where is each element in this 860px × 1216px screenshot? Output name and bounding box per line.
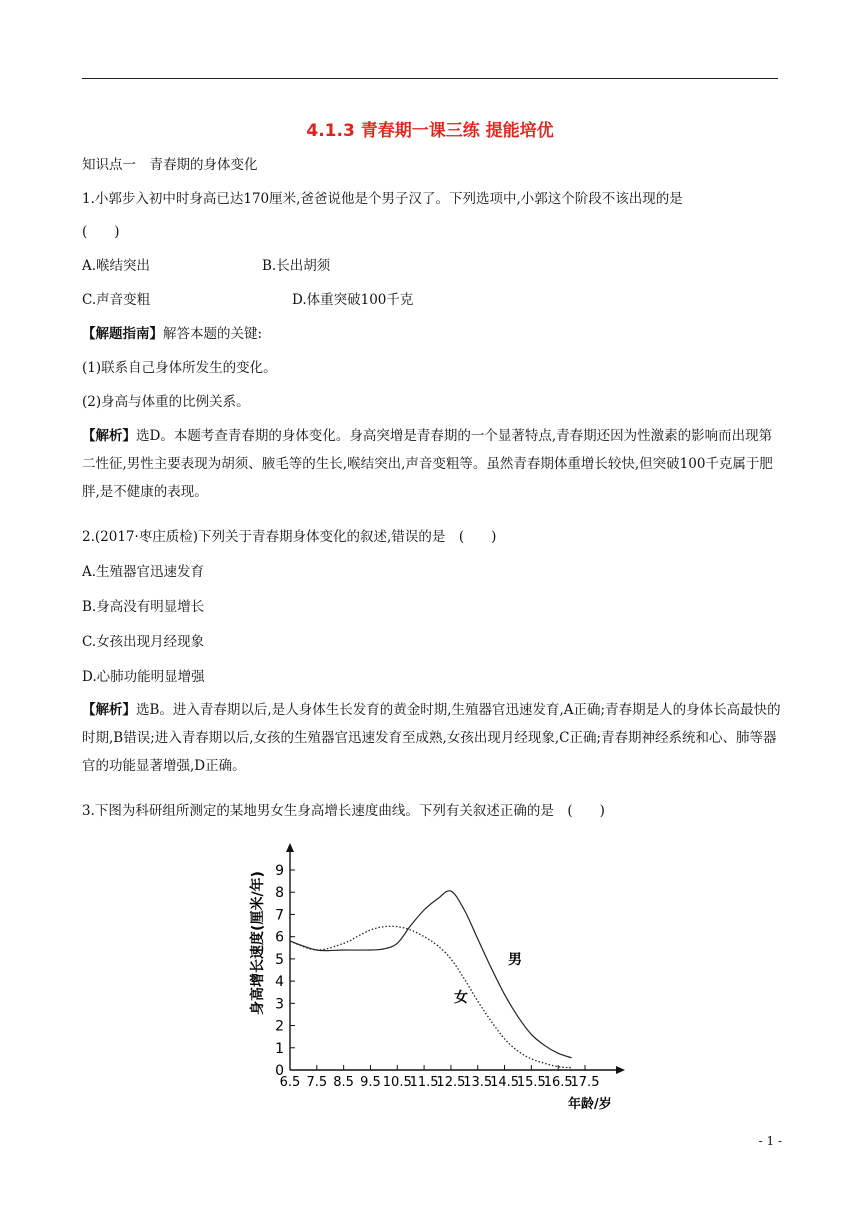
chart-series (290, 891, 572, 1068)
q2-option-a: A.生殖器官迅速发育 (82, 564, 205, 580)
y-tick-label: 8 (275, 885, 284, 902)
guide-text: 解答本题的关键: (163, 326, 263, 342)
x-tick-label: 13.5 (463, 1075, 493, 1090)
q1-option-b: B.长出胡须 (262, 258, 331, 274)
y-tick-label: 6 (275, 929, 284, 946)
analysis-label: 【解析】 (82, 702, 136, 718)
y-tick-label: 9 (275, 863, 284, 879)
x-tick-label: 16.5 (543, 1075, 573, 1090)
series-label-male: 男 (508, 952, 522, 968)
x-axis-label: 年龄/岁 (568, 1097, 612, 1112)
y-tick-label: 0 (275, 1063, 284, 1079)
q1-option-c: C.声音变粗 (82, 292, 151, 308)
q1-option-d: D.体重突破100千克 (292, 292, 414, 308)
q1-paren: ( ) (82, 224, 120, 240)
x-tick-label: 11.5 (409, 1075, 439, 1090)
q1-analysis (82, 422, 782, 506)
analysis-text: 选B。进入青春期以后,是人身体生长发育的黄金时期,生殖器官迅速发育,A正确;青春期是人的身体长高最快的时期,B错误;进入青春期以后,女孩的生殖器官迅速发育至成熟,女孩出现月经现象,C正确;青春期神经系统和心、肺等器官的功能显著增强,D正确。 (82, 702, 781, 774)
q2-stem: 2.(2017·枣庄质检)下列关于青春期身体变化的叙述,错误的是 ( ) (82, 529, 497, 545)
y-tick-label: 2 (275, 1018, 284, 1035)
chart-axes (286, 843, 625, 1074)
y-axis-arrow (286, 843, 294, 852)
q2-analysis (82, 696, 782, 780)
q1-option-a: A.喉结突出 (82, 258, 151, 274)
series-label-female: 女 (454, 990, 468, 1006)
q1-guide (82, 324, 262, 344)
x-tick-label: 17.5 (570, 1075, 600, 1090)
y-ticks (275, 863, 295, 1079)
x-tick-label: 9.5 (360, 1075, 381, 1090)
x-tick-label: 14.5 (490, 1075, 520, 1090)
x-ticks (280, 1065, 600, 1090)
q1-guide-item-1: (1)联系自己身体所发生的变化。 (82, 360, 277, 376)
female-series-line (290, 926, 572, 1068)
x-tick-label: 15.5 (516, 1075, 546, 1090)
x-axis-arrow (616, 1066, 625, 1074)
section-heading: 知识点一 青春期的身体变化 (82, 157, 258, 173)
analysis-text: 选D。本题考查青春期的身体变化。身高突增是青春期的一个显著特点,青春期还因为性激素的影响而出现第二性征,男性主要表现为胡须、腋毛等的生长,喉结突出,声音变粗等。虽然青春期体重增长较快,但突破100千克属于肥胖,是不健康的表现。 (82, 428, 773, 500)
y-axis-label: 身高增长速度(厘米/年) (250, 871, 266, 1015)
q2-option-c: C.女孩出现月经现象 (82, 634, 205, 650)
x-tick-label: 12.5 (436, 1075, 466, 1090)
q3-stem: 3.下图为科研组所测定的某地男女生身高增长速度曲线。下列有关叙述正确的是 ( ) (82, 803, 605, 819)
q2-option-b: B.身高没有明显增长 (82, 599, 205, 615)
y-tick-label: 3 (275, 996, 284, 1013)
x-tick-label: 8.5 (333, 1075, 354, 1090)
y-tick-label: 7 (275, 907, 284, 924)
male-series-line (290, 891, 572, 1058)
q1-guide-item-2: (2)身高与体重的比例关系。 (82, 394, 250, 410)
header-rule (82, 78, 778, 79)
page-number: - 1 - (758, 1134, 782, 1148)
analysis-label: 【解析】 (82, 428, 136, 444)
page-title: 4.1.3 青春期一课三练 提能培优 (306, 121, 554, 141)
q2-option-d: D.心肺功能明显增强 (82, 669, 205, 685)
x-tick-label: 6.5 (279, 1075, 301, 1090)
guide-label: 【解题指南】 (82, 326, 163, 342)
y-tick-label: 4 (275, 974, 284, 991)
q1-stem: 1.小郭步入初中时身高已达170厘米,爸爸说他是个男子汉了。下列选项中,小郭这个阶段不该出现的是 (82, 191, 683, 207)
x-tick-label: 7.5 (306, 1075, 328, 1090)
x-tick-label: 10.5 (382, 1075, 412, 1090)
y-tick-label: 5 (275, 951, 284, 968)
growth-chart (240, 840, 640, 1120)
y-tick-label: 1 (275, 1040, 284, 1057)
